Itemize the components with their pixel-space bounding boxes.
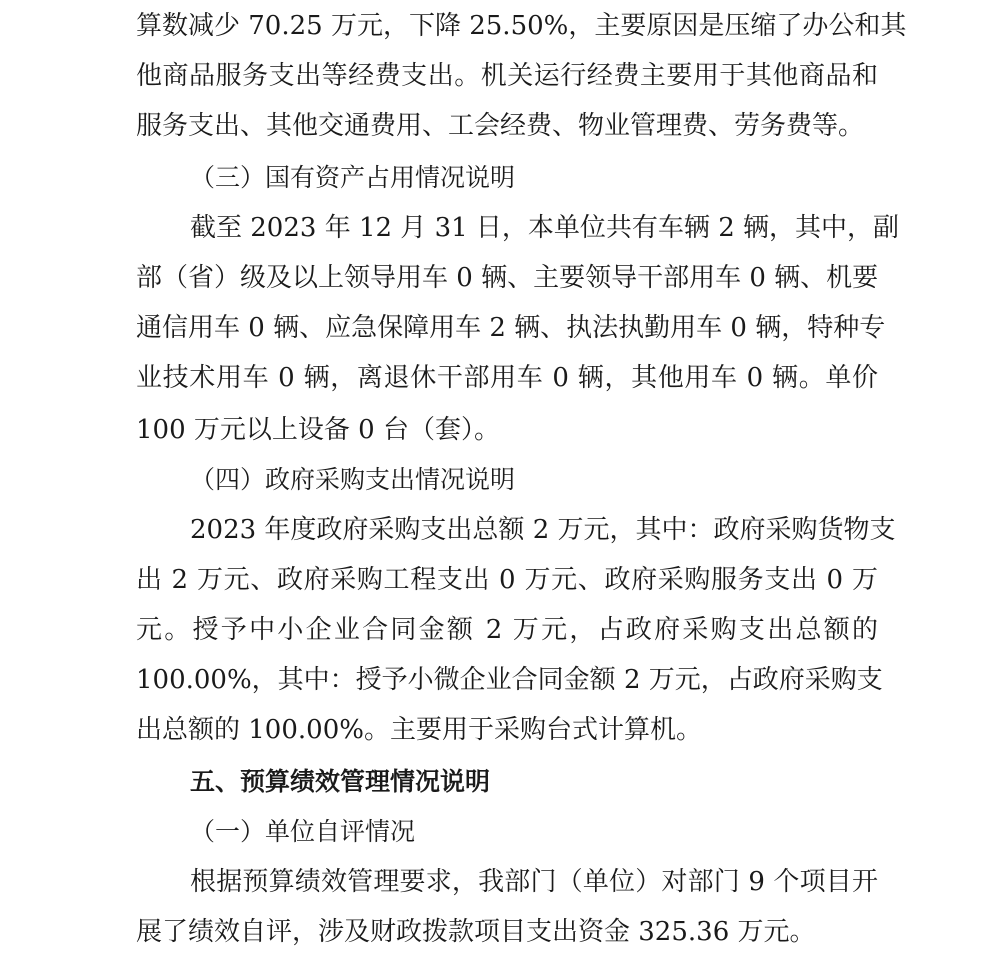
paragraph-line: 服务支出、其他交通费用、工会经费、物业管理费、劳务费等。 (136, 111, 865, 141)
paragraph-line: 截至 2023 年 12 月 31 日，本单位共有车辆 2 辆，其中，副 (190, 213, 899, 243)
paragraph-line: 元。授予中小企业合同金额 2 万元，占政府采购支出总额的 (136, 615, 878, 645)
paragraph-line: 100 万元以上设备 0 台（套）。 (136, 415, 500, 445)
paragraph-line: 2023 年度政府采购支出总额 2 万元，其中：政府采购货物支 (190, 515, 896, 545)
paragraph-line: 出总额的 100.00%。主要用于采购台式计算机。 (136, 715, 702, 745)
paragraph-line: 出 2 万元、政府采购工程支出 0 万元、政府采购服务支出 0 万 (136, 565, 878, 595)
paragraph-line: 通信用车 0 辆、应急保障用车 2 辆、执法执勤用车 0 辆，特种专 (136, 313, 886, 343)
section-heading-3: （三）国有资产占用情况说明 (190, 163, 516, 192)
paragraph-line: 100.00%，其中：授予小微企业合同金额 2 万元，占政府采购支 (136, 665, 883, 695)
paragraph-line: 他商品服务支出等经费支出。机关运行经费主要用于其他商品和 (136, 61, 878, 91)
chapter-heading-5: 五、预算绩效管理情况说明 (190, 767, 491, 796)
paragraph-line: 部（省）级及以上领导用车 0 辆、主要领导干部用车 0 辆、机要 (136, 263, 879, 293)
section-heading-1: （一）单位自评情况 (190, 817, 416, 846)
section-heading-4: （四）政府采购支出情况说明 (190, 465, 516, 494)
paragraph-line: 算数减少 70.25 万元，下降 25.50%，主要原因是压缩了办公和其 (136, 11, 907, 41)
paragraph-line: 业技术用车 0 辆，离退休干部用车 0 辆，其他用车 0 辆。单价 (136, 363, 878, 393)
paragraph-line: 根据预算绩效管理要求，我部门（单位）对部门 9 个项目开 (190, 867, 878, 897)
paragraph-line: 展了绩效自评，涉及财政拨款项目支出资金 325.36 万元。 (136, 917, 816, 947)
